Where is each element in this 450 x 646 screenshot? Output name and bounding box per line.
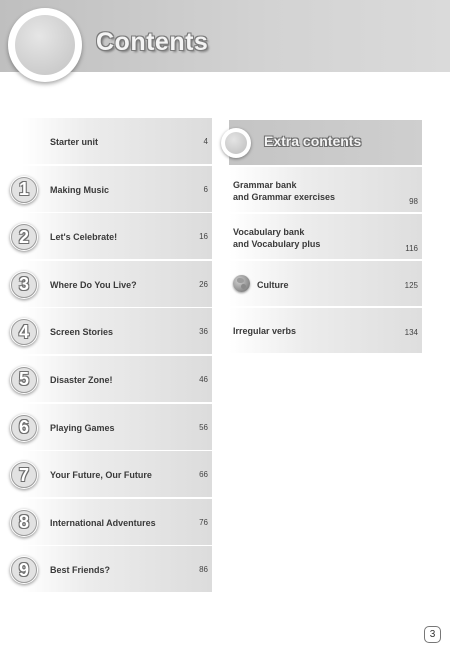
extra-contents-title: Extra contents	[264, 133, 362, 149]
extra-item-page: 125	[404, 281, 418, 290]
unit-row-7[interactable]	[18, 451, 212, 497]
extra-item-irregular-verbs[interactable]	[229, 308, 422, 353]
extra-item-label: Grammar bank and Grammar exercises	[233, 180, 336, 202]
unit-page: 66	[199, 470, 208, 480]
unit-label: Disaster Zone!	[50, 374, 113, 385]
extra-item-vocabulary[interactable]	[229, 214, 422, 259]
extra-contents-header	[229, 120, 422, 165]
extra-item-label: Irregular verbs	[233, 326, 297, 336]
units-list	[18, 118, 212, 594]
decorative-circle	[8, 8, 82, 82]
unit-label: Best Friends?	[50, 565, 111, 576]
unit-label: Screen Stories	[50, 327, 114, 338]
unit-row-5[interactable]	[18, 356, 212, 402]
extra-item-page: 98	[409, 197, 418, 206]
unit-label: Your Future, Our Future	[50, 470, 152, 481]
unit-row-1[interactable]	[18, 166, 212, 212]
unit-number-badge: 8	[10, 509, 38, 537]
unit-page: 36	[199, 327, 208, 337]
unit-row-6[interactable]	[18, 404, 212, 450]
page-title: Contents	[96, 28, 209, 56]
unit-label: Starter unit	[50, 137, 99, 147]
unit-page: 76	[199, 517, 208, 527]
page-number: 3	[424, 626, 441, 643]
unit-number-badge: 4	[10, 318, 38, 346]
extra-contents-panel	[229, 120, 422, 355]
unit-label: International Adventures	[50, 517, 156, 528]
unit-page: 6	[203, 184, 208, 194]
unit-number-badge: 5	[10, 366, 38, 394]
unit-number-badge: 2	[10, 223, 38, 251]
extra-item-page: 116	[405, 244, 418, 253]
extra-item-page: 134	[404, 328, 418, 337]
header-bar	[0, 0, 450, 72]
unit-row-4[interactable]	[18, 308, 212, 354]
unit-label: Playing Games	[50, 422, 115, 433]
extra-item-grammar[interactable]	[229, 167, 422, 212]
unit-number-badge: 6	[10, 414, 38, 442]
unit-page: 56	[199, 422, 208, 432]
unit-label: Let's Celebrate!	[50, 232, 118, 243]
unit-number-badge: 7	[10, 461, 38, 489]
unit-number-badge: 1	[10, 176, 38, 204]
unit-page: 16	[199, 232, 208, 242]
unit-page: 4	[203, 137, 208, 146]
unit-page: 26	[199, 279, 208, 289]
unit-number-badge: 3	[10, 271, 38, 299]
unit-label: Where Do You Live?	[50, 279, 137, 290]
unit-row-9[interactable]	[18, 546, 212, 592]
extra-item-culture[interactable]	[229, 261, 422, 306]
extra-item-label: Culture	[257, 280, 289, 290]
unit-row-8[interactable]	[18, 499, 212, 545]
extra-item-label: Vocabulary bank and Vocabulary plus	[233, 227, 321, 249]
globe-icon	[233, 275, 250, 292]
unit-number-badge: 9	[10, 556, 38, 584]
unit-label: Making Music	[50, 184, 110, 195]
unit-row-3[interactable]	[18, 261, 212, 307]
unit-page: 46	[199, 374, 208, 384]
unit-row-2[interactable]	[18, 213, 212, 259]
decorative-circle	[221, 128, 251, 158]
unit-row-starter[interactable]	[22, 118, 212, 164]
unit-page: 86	[199, 565, 208, 575]
